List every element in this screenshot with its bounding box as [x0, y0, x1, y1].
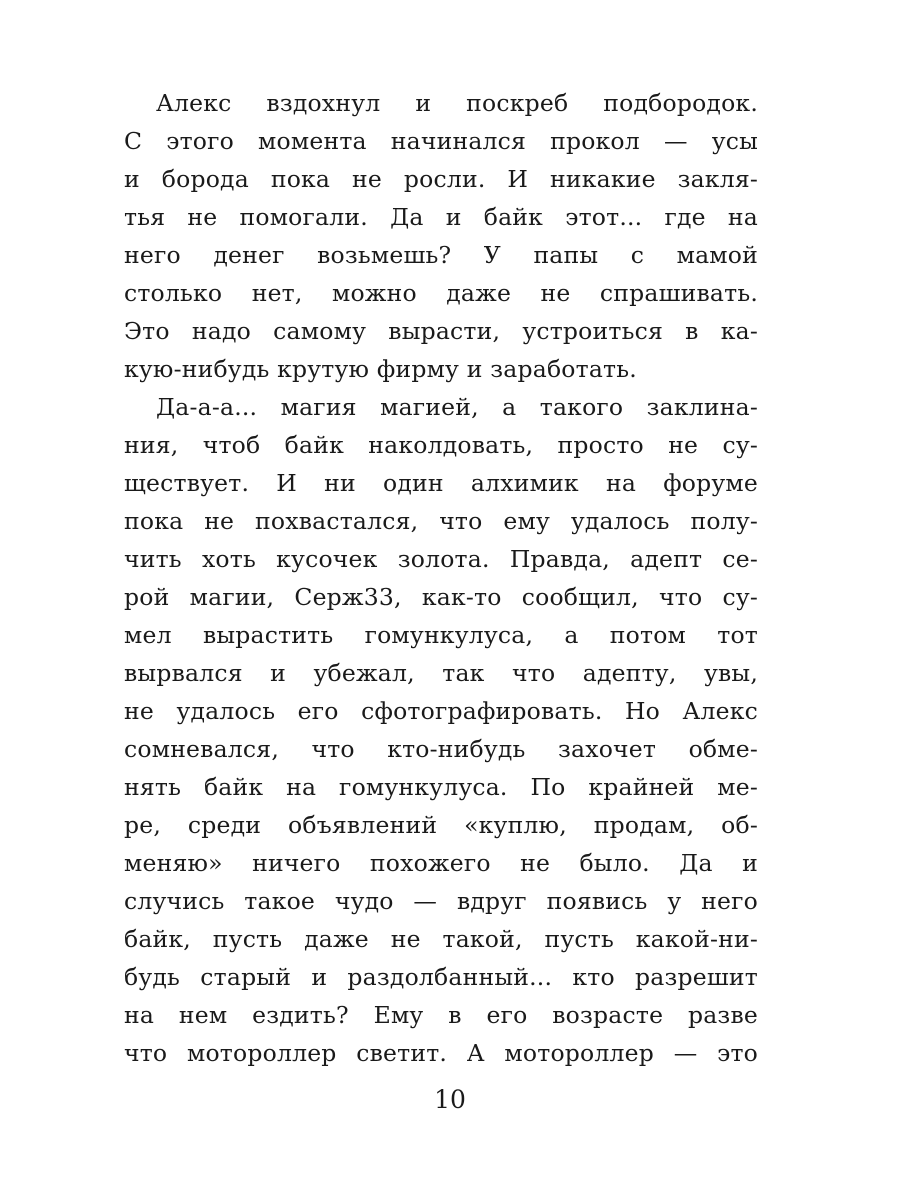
text-line: рой магии, Серж33, как-то сообщил, что су- — [124, 583, 758, 611]
body-text — [124, 84, 758, 1072]
text-line: пока не похвастался, что ему удалось полу- — [124, 507, 758, 535]
text-line: мел вырастить гомункулуса, а потом тот — [124, 621, 758, 649]
text-line: Это надо самому вырасти, устроиться в ка- — [124, 317, 758, 345]
text-line: что мотороллер светит. А мотороллер — это — [124, 1039, 758, 1067]
text-line: ре, среди объявлений «куплю, продам, об- — [124, 811, 758, 839]
text-line: ния, чтоб байк наколдовать, просто не су- — [124, 431, 758, 459]
text-line: тья не помогали. Да и байк этот... где на — [124, 203, 758, 231]
text-line: него денег возьмешь? У папы с мамой — [124, 241, 758, 269]
text-line: вырвался и убежал, так что адепту, увы, — [124, 659, 758, 687]
page-number: 10 — [434, 1085, 466, 1114]
text-line: столько нет, можно даже не спрашивать. — [124, 279, 758, 307]
text-line: Алекс вздохнул и поскреб подбородок. — [156, 89, 758, 117]
text-line: С этого момента начинался прокол — усы — [124, 127, 758, 155]
text-line: байк, пусть даже не такой, пусть какой-ни- — [124, 925, 758, 953]
text-line: нять байк на гомункулуса. По крайней ме- — [124, 773, 758, 801]
text-line: случись такое чудо — вдруг появись у него — [124, 887, 758, 915]
text-line: чить хоть кусочек золота. Правда, адепт се- — [124, 545, 758, 573]
paragraph-2 — [124, 388, 758, 1072]
text-line: Да-а-а... магия магией, а такого заклина- — [156, 393, 758, 421]
paragraph-1 — [124, 84, 758, 388]
text-line: и борода пока не росли. И никакие закля- — [124, 165, 758, 193]
text-line: меняю» ничего похожего не было. Да и — [124, 849, 758, 877]
text-line: будь старый и раздолбанный... кто разрешит — [124, 963, 758, 991]
text-line: не удалось его сфотографировать. Но Алекс — [124, 697, 758, 725]
text-line: на нем ездить? Ему в его возрасте разве — [124, 1001, 758, 1029]
text-line: ществует. И ни один алхимик на форуме — [124, 469, 758, 497]
text-line: кую-нибудь крутую фирму и заработать. — [124, 355, 637, 383]
text-line: сомневался, что кто-нибудь захочет обме- — [124, 735, 758, 763]
